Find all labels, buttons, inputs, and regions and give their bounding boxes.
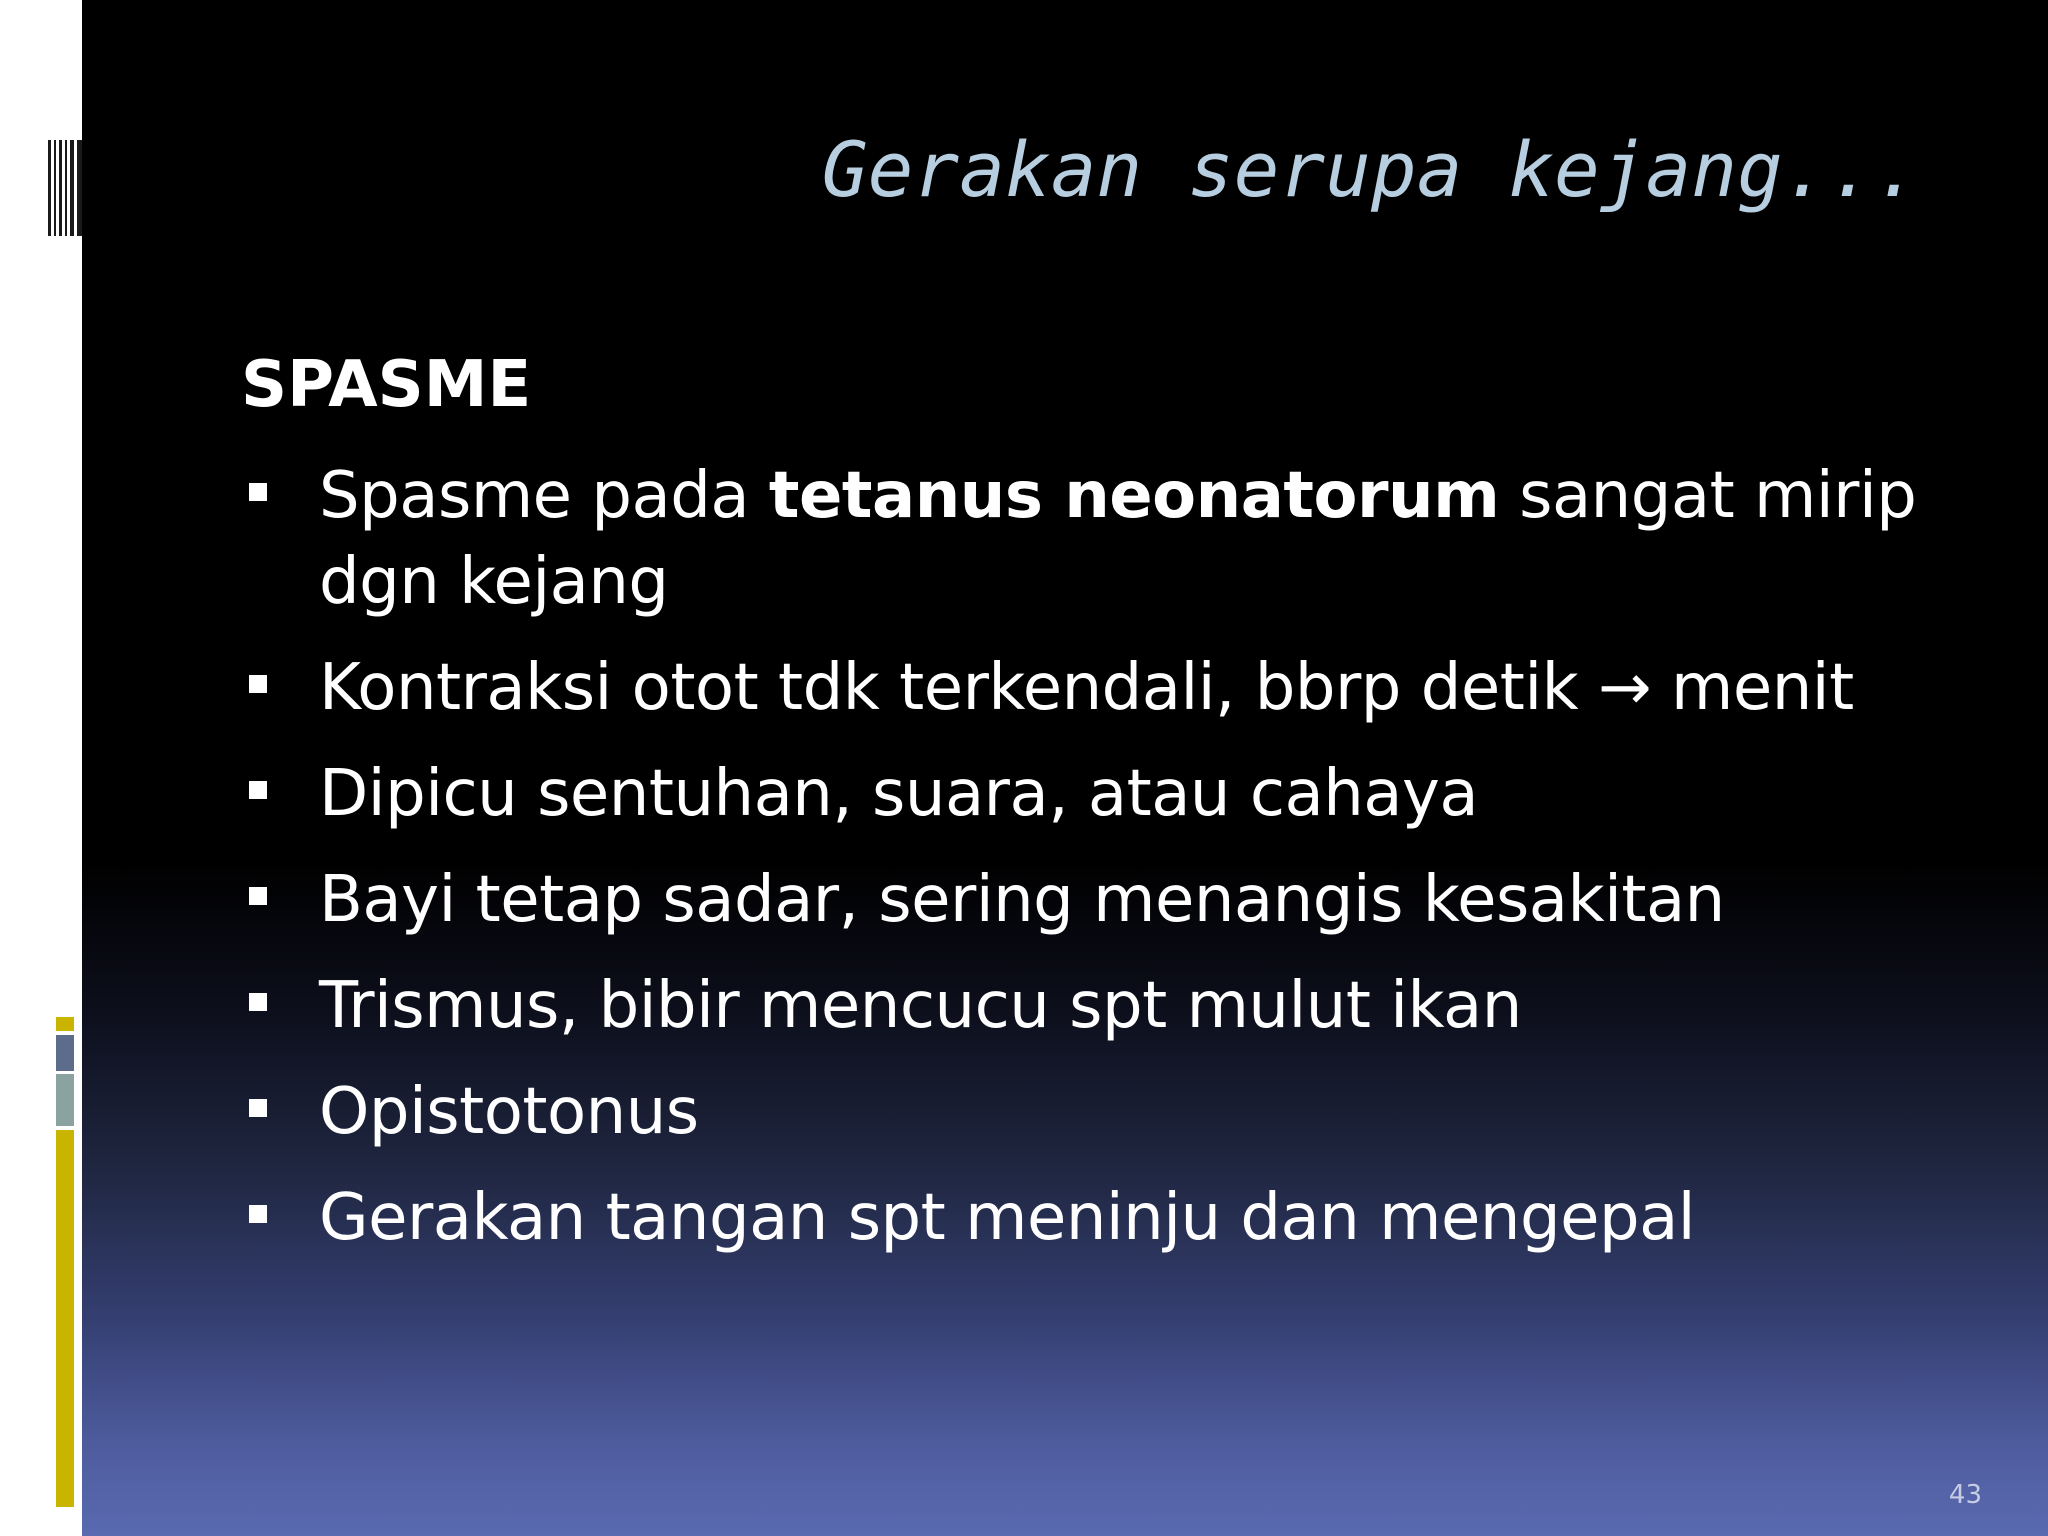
list-item (241, 453, 1941, 625)
bullet-text: Bayi tetap sadar, sering menangis kesakitan (319, 863, 1725, 937)
bullet-list (241, 453, 1941, 1261)
slide-content (241, 345, 1941, 1281)
left-margin (0, 0, 82, 1536)
accent-bar-yellow-long (56, 1130, 74, 1507)
bullet-text: Dipicu sentuhan, suara, atau cahaya (319, 757, 1479, 831)
square-bullet-icon (249, 887, 267, 905)
bullet-text: Gerakan tangan spt meninju dan mengepal (319, 1181, 1696, 1255)
decorative-stripes (48, 140, 82, 236)
square-bullet-icon (249, 1205, 267, 1223)
square-bullet-icon (249, 1099, 267, 1117)
list-item (241, 963, 1941, 1049)
section-heading: SPASME (241, 348, 532, 422)
page-number: 43 (1948, 1480, 1982, 1510)
square-bullet-icon (249, 993, 267, 1011)
list-item (241, 857, 1941, 943)
list-item (241, 751, 1941, 837)
bullet-text: Kontraksi otot tdk terkendali, bbrp detik → menit (319, 651, 1854, 725)
bullet-text-post: sangat mirip dgn kejang (319, 459, 1917, 619)
list-item (241, 1069, 1941, 1155)
bullet-text: Trismus, bibir mencucu spt mulut ikan (319, 969, 1522, 1043)
square-bullet-icon (249, 781, 267, 799)
square-bullet-icon (249, 675, 267, 693)
bullet-text-pre: Spasme pada (319, 459, 769, 533)
accent-bar-slate (56, 1035, 74, 1071)
square-bullet-icon (249, 483, 267, 501)
slide-title: Gerakan serupa kejang... (821, 125, 1920, 214)
list-item (241, 1175, 1941, 1261)
bullet-text-bold: tetanus neonatorum (768, 459, 1500, 533)
bullet-text: Opistotonus (319, 1075, 699, 1149)
accent-bar-teal (56, 1074, 74, 1126)
list-item (241, 645, 1941, 731)
accent-bar-yellow-top (56, 1017, 74, 1031)
